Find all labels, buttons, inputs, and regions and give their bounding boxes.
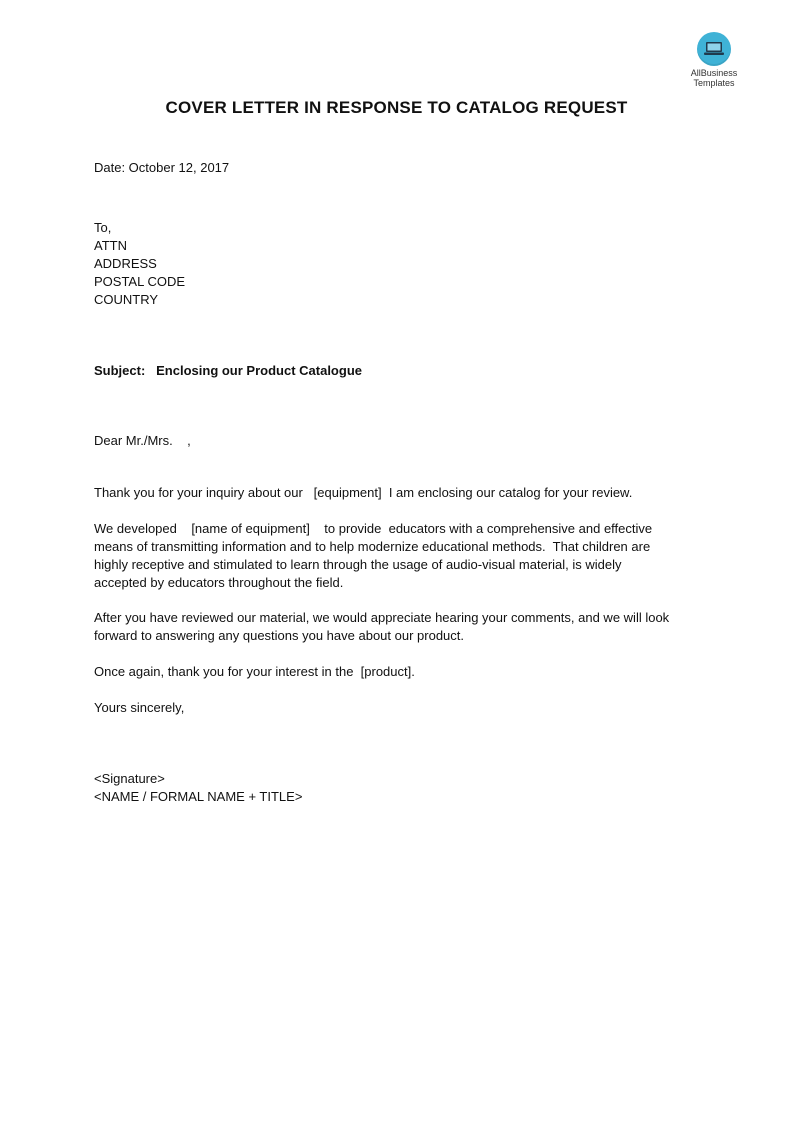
body-paragraph-2-line-2: means of transmitting information and to help modernize educational methods. That children are [94, 539, 651, 554]
laptop-icon [697, 32, 731, 66]
address-country: COUNTRY [94, 292, 159, 307]
body-paragraph-2-line-4: accepted by educators throughout the field. [94, 575, 344, 590]
body-paragraph-4: Once again, thank you for your interest in the [product]. [94, 664, 415, 679]
allbusiness-logo [683, 32, 745, 88]
signature-placeholder: <Signature> [94, 771, 165, 786]
logo-line-2: Templates [693, 78, 735, 88]
name-title-placeholder: <NAME / FORMAL NAME + TITLE> [94, 789, 303, 804]
address-to: To, [94, 220, 112, 235]
logo-line-1: AllBusiness [690, 68, 738, 78]
subject-text: Enclosing our Product Catalogue [156, 363, 362, 378]
address-postal: POSTAL CODE [94, 274, 186, 289]
subject-line [94, 362, 362, 380]
body-paragraph-2-line-3: highly receptive and stimulated to learn through the usage of audio-visual material, is widely [94, 557, 622, 572]
closing: Yours sincerely, [94, 700, 185, 715]
letter-date: Date: October 12, 2017 [94, 160, 230, 175]
page-title: COVER LETTER IN RESPONSE TO CATALOG REQUEST [165, 98, 628, 117]
body-paragraph-3-line-1: After you have reviewed our material, we would appreciate hearing your comments, and we will look [94, 610, 670, 625]
address-line: ADDRESS [94, 256, 157, 271]
body-paragraph-2-line-1: We developed [name of equipment] to provide educators with a comprehensive and effective [94, 521, 653, 536]
body-paragraph-3-line-2: forward to answering any questions you have about our product. [94, 628, 465, 643]
address-attn: ATTN [94, 238, 127, 253]
subject-label: Subject: [94, 363, 146, 378]
salutation: Dear Mr./Mrs. , [94, 433, 191, 448]
body-paragraph-1: Thank you for your inquiry about our [equipment] I am enclosing our catalog for your review. [94, 485, 633, 500]
